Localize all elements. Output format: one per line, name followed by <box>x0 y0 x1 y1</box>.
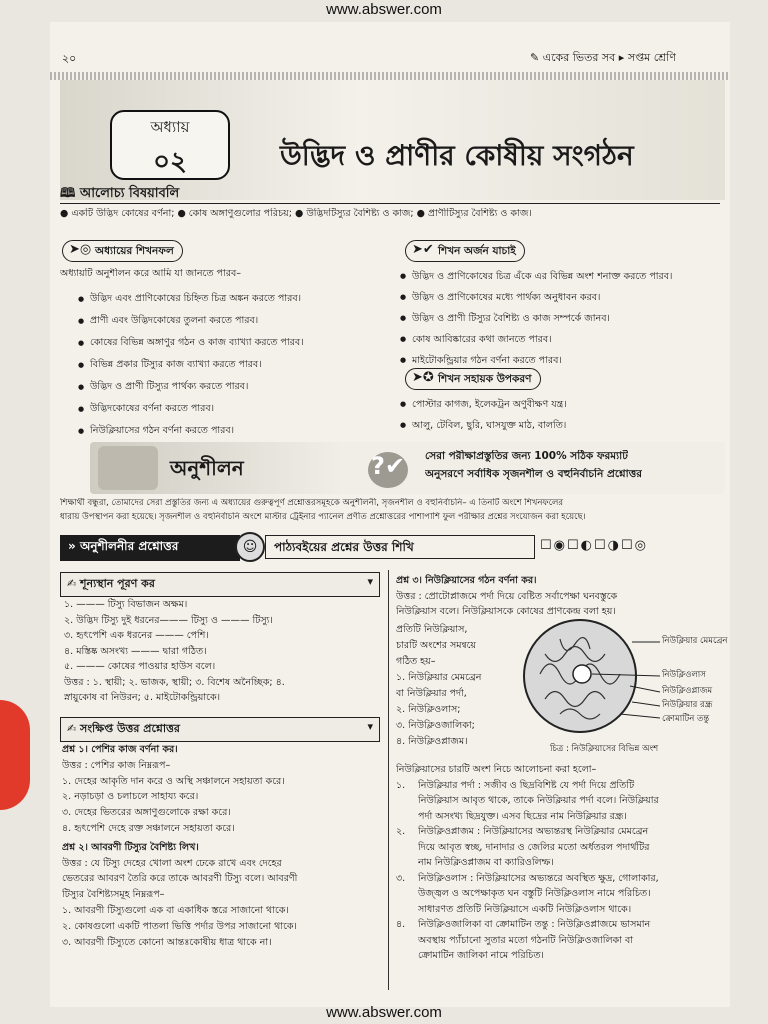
list-item: ৩. আবরণী টিস্যুতে কোনো আন্তঃকোষীয় ধাত্র থাকে না। <box>62 936 272 948</box>
list-item: ২. নিউক্লিওলাস; <box>396 704 461 715</box>
pen-icon: ✍ <box>67 722 81 735</box>
practice-title: অনুশীলন <box>170 456 244 480</box>
book-page <box>50 22 730 1007</box>
label-nuclear-membrane: নিউক্লিয়ার মেমব্রেন <box>662 636 728 646</box>
list-item: ৪. হৃৎপেশি দেহে রক্ত সঞ্চালনে সহায়তা করে। <box>62 822 235 834</box>
list-item: ২. নড়াচড়া ও চলাচলে সাহায্য করে। <box>62 791 199 803</box>
list-item: ৩. নিউক্লিওজালিকা; <box>396 720 475 731</box>
list-item: ● উদ্ভিদ ও প্রাণিকোষের চিত্র এঁকে এর বিভিন্ন অংশ শনাক্ত করতে পারব। <box>400 266 725 287</box>
practice-tagline-2: অনুসরণে সর্বাধিক সৃজনশীল ও বহুনির্বাচনি প্রশ্নোত্তর <box>425 468 642 480</box>
collapse-icon: ▾ <box>367 720 373 733</box>
qa-bar-left: » অনুশীলনীর প্রশ্নোত্তর <box>60 535 240 561</box>
list-item: বা নিউক্লিয়ার পর্দা, <box>396 688 467 699</box>
answer-1-intro: উত্তর : পেশির কাজ নিম্নরূপ– <box>62 759 171 771</box>
list-item: ৪. মস্তিষ্ক অসংখ্য ——— দ্বারা গঠিত। <box>64 645 207 657</box>
book-brand: ✎ একের ভিতর সব ▸ সপ্তম শ্রেণি <box>530 51 676 64</box>
list-item: ● প্রাণী এবং উদ্ভিদকোষের তুলনা করতে পারব। <box>78 310 408 332</box>
target-icon: ➤◎ <box>69 242 92 257</box>
question-1: প্রশ্ন ১। পেশির কাজ বর্ণনা কর। <box>62 744 178 755</box>
short-qa-heading: ✍ সংক্ষিপ্ত উত্তর প্রশ্নোত্তর ▾ <box>60 717 380 742</box>
list-item: ● উদ্ভিদ এবং প্রাণিকোষের চিহ্নিত চিত্র অঙ্কন করতে পারব। <box>78 288 408 310</box>
list-item: ● উদ্ভিদ ও প্রাণিকোষের মধ্যে পার্থক্য অনুধাবন করব। <box>400 287 725 308</box>
answer-3-line: উত্তর : প্রোটোপ্লাজমে পর্দা দিয়ে বেষ্টিত সর্বাপেক্ষা ঘনবস্তুকে <box>396 590 618 602</box>
list-item: ৩. দেহের ভিতরের অঙ্গাণুগুলোকে রক্ষা করে। <box>62 807 231 819</box>
answer-line-2: স্নায়ুকোষ বা নিউরন; ৫. মাইটোকন্ড্রিয়াকে। <box>64 692 221 703</box>
list-item: ● উদ্ভিদকোষের বর্ণনা করতে পারব। <box>78 398 408 420</box>
assessment-list <box>400 266 725 371</box>
fill-blanks-heading: ✍ শূন্যস্থান পূরণ কর ▾ <box>60 572 380 597</box>
list-item: ১. দেহের আকৃতি দান করে ও অস্থি সঞ্চালনে সহায়তা করে। <box>62 775 285 787</box>
collapse-icon: ▾ <box>367 575 373 588</box>
details-intro: নিউক্লিয়াসের চারটি অংশ নিচে আলোচনা করা হলো– <box>396 764 597 775</box>
q3-details <box>396 762 726 964</box>
list-item: ২. কোষগুলো একটি পাতলা ভিত্তি পর্দার উপর সাজানো থাকে। <box>62 920 297 932</box>
list-item: ২. উদ্ভিদ টিস্যু দুই ধরনের——— টিস্যু ও ——— টিস্যু। <box>64 614 273 626</box>
page-number: ২০ <box>62 52 77 65</box>
list-item: ● পোস্টার কাগজ, ইলেকট্রন অণুবীক্ষণ যন্ত্র। <box>400 394 725 415</box>
list-item: ৫. ——— কোষের পাওয়ার হাউস বলে। <box>64 661 216 672</box>
label-chromatin: ক্রোমাটিন তন্তু <box>662 714 710 724</box>
chapter-title: উদ্ভিদ ও প্রাণীর কোষীয় সংগঠন <box>280 139 634 172</box>
question-2: প্রশ্ন ২। আবরণী টিস্যুর বৈশিষ্ট্য লিখ। <box>62 841 199 853</box>
practice-paragraph-2: ধারায় উপস্থাপন করা হয়েছে। সৃজনশীল ও বহুনির্বাচনি অংশে মাস্টার ট্রেইনার প্যানেল প্রণীত প্রশ্নোত্তরের পাশাপাশি ফুল পরীক্ষার প্রশ্নের সংযোজন করা হয়েছে। <box>60 512 586 522</box>
detail-item: ২. নিউক্লিওপ্লাজম : নিউক্লিয়াসের অভ্যন্তরস্থ নিউক্লিয়ার মেমব্রেন দিয়ে আবৃত স্বচ্ছ, দানাদার ও জেলির মতো অর্ধতরল পদার্থটির নাম নিউক্লিওপ্লাজম বা ক্যারিওলিম্ফ। <box>396 826 650 868</box>
pen-icon: ✍ <box>67 577 81 590</box>
list-item: ১. ——— টিস্যু বিভাজন অক্ষম। <box>64 599 188 610</box>
lightbulb-icon: ➤✪ <box>412 370 434 385</box>
text-line: প্রতিটি নিউক্লিয়াস, <box>396 624 468 635</box>
top-url[interactable]: www.abswer.com <box>326 1 442 18</box>
list-item: ● কোষ আবিষ্কারের কথা জানতে পারব। <box>400 329 725 350</box>
q3-parts <box>396 622 536 750</box>
thinking-icon: ☺ <box>235 532 265 562</box>
answer-2-line: ভেতরের আবরণ তৈরি করে তাকে আবরণী টিস্যু বলে। আবরণী <box>62 873 298 885</box>
detail-item: ১. নিউক্লিয়ার পর্দা : সজীব ও ছিদ্রবিশিষ্ট যে পর্দা দিয়ে প্রতিটি নিউক্লিয়াস আবৃত থাকে, তাকে নিউক্লিয়ার পর্দা বলে। নিউক্লিয়ার পর্দা অসংখ্য ছিদ্রযুক্ত। এসব ছিদ্রের নাম নিউক্লিয়ার রন্ধ্র। <box>396 779 659 822</box>
bottom-url[interactable]: www.abswer.com <box>326 1004 442 1021</box>
label-nuclear-pore: নিউক্লিয়ার রন্ধ্র <box>662 700 713 710</box>
learning-list <box>78 288 408 442</box>
question-mark-icon: ?✔ <box>368 452 408 488</box>
q3-intro <box>396 573 726 620</box>
list-item: ৪. নিউক্লিওপ্লাজম। <box>396 736 468 747</box>
assessment-heading: ➤✔ শিখন অর্জন যাচাই <box>405 240 525 262</box>
double-arrow-icon: » <box>68 539 80 553</box>
answer-3-line: নিউক্লিয়াস বলে। নিউক্লিয়াসকে কোষের প্রাণকেন্দ্র বলা হয়। <box>396 606 616 617</box>
answer-2-line: উত্তর : যে টিস্যু দেহের খোলা অংশ ঢেকে রাখে এবং দেহের <box>62 857 282 869</box>
list-item: ১. নিউক্লিয়ার মেমব্রেন <box>396 672 482 683</box>
list-item: ● কোষের বিভিন্ন অঙ্গাণুর গঠন ও কাজ ব্যাখ্যা করতে পারব। <box>78 332 408 354</box>
list-item: ● উদ্ভিদ ও প্রাণী টিস্যুর বৈশিষ্ট্য ও কাজ সম্পর্কে জানব। <box>400 308 725 329</box>
practice-paragraph-1: শিক্ষার্থী বন্ধুরা, তোমাদের সেরা প্রস্তুতির জন্য এ অধ্যায়ের গুরুত্বপূর্ণ প্রশ্নোত্তরসমূহকে অনুশীলনী, সৃজনশীল ও বহুনির্বাচনি– এ তিনটি অংশে শিখনফলের <box>60 498 564 508</box>
finger-overlay <box>0 700 30 810</box>
fill-blanks-list <box>64 597 384 706</box>
short-qa-body <box>62 742 387 950</box>
chapter-number-box <box>110 110 230 180</box>
list-item: ● নিউক্লিয়াসের গঠন বর্ণনা করতে পারব। <box>78 420 408 442</box>
checkmark-target-icon: ➤✔ <box>412 242 434 257</box>
text-line: গঠিত হয়– <box>396 656 436 667</box>
text-line: চারটি অংশের সমন্বয়ে <box>396 640 477 651</box>
pencil-paper-icon <box>98 446 158 490</box>
open-book-icon: 🕮 <box>60 186 80 201</box>
learning-intro: অধ্যায়টি অনুশীলন করে আমি যা জানতে পারব– <box>60 268 241 279</box>
list-item: ● উদ্ভিদ ও প্রাণী টিস্যুর পার্থক্য করতে পারব। <box>78 376 408 398</box>
list-item: ● মাইটোকন্ড্রিয়ার গঠন বর্ণনা করতে পারব। <box>400 350 725 371</box>
nucleolus <box>573 665 591 683</box>
answer-2-line: টিস্যুর বৈশিষ্ট্যসমূহ নিম্নরূপ– <box>62 889 165 901</box>
diagram-caption: চিত্র : নিউক্লিয়াসের বিভিন্ন অংশ <box>550 744 659 754</box>
label-nucleolus: নিউক্লিওলাস <box>662 670 706 680</box>
question-3: প্রশ্ন ৩। নিউক্লিয়াসের গঠন বর্ণনা কর। <box>396 575 537 586</box>
topics-heading: 🕮 আলোচ্য বিষয়াবলি <box>60 186 180 201</box>
book-icon: ✎ <box>530 51 543 64</box>
detail-item: ৩. নিউক্লিওলাস : নিউক্লিয়াসের অভ্যন্তরে অবস্থিত ক্ষুদ্র, গোলাকার, উজ্জ্বল ও অপেক্ষাকৃত ঘন বস্তুটি নিউক্লিওলাস নামে পরিচিত। সাধারণত প্রতিটি নিউক্লিয়াসে একটি নিউক্লিওলাস থাকে। <box>396 872 659 915</box>
list-item: ১. আবরণী টিস্যুগুলো এক বা একাধিক স্তরে সাজানো থাকে। <box>62 904 289 916</box>
detail-item: ৪. নিউক্লিওজালিকা বা ক্রোমাটিন তন্তু : নিউক্লিওপ্লাজমে ভাসমান অবস্থায় প্যাঁচানো সুতার মতো গঠনটি নিউক্লিওজালিকা বা ক্রোমাটিন জালিকা নামে পরিচিত। <box>396 919 651 961</box>
list-item: ● বিভিন্ন প্রকার টিস্যুর কাজ ব্যাখ্যা করতে পারব। <box>78 354 408 376</box>
materials-heading: ➤✪ শিখন সহায়ক উপকরণ <box>405 368 541 390</box>
media-icons: ☐◉☐◐☐◑☐◎ <box>540 538 648 553</box>
qa-bar-right: পাঠ্যবইয়ের প্রশ্নের উত্তর শিখি <box>265 535 535 559</box>
header-ornament <box>50 72 730 80</box>
label-nucleoplasm: নিউক্লিওপ্লাজম <box>662 686 713 696</box>
chapter-label: অধ্যায় <box>150 118 190 136</box>
list-item: ৩. হৃৎপেশি এক ধরনের ——— পেশি। <box>64 630 209 641</box>
practice-tagline-1: সেরা পরীক্ষাপ্রস্তুতির জন্য 100% সঠিক ফরম্যাট <box>425 450 628 462</box>
materials-list <box>400 394 725 436</box>
list-item: ● আলু, টেবিল, ছুরি, ঘাসযুক্ত মাঠ, বালতি। <box>400 415 725 436</box>
topics-list: ● একটি উদ্ভিদ কোষের বর্ণনা; ● কোষ অঙ্গাণুগুলোর পরিচয়; ● উদ্ভিদটিস্যুর বৈশিষ্ট্য ও কাজ; ● প্রাণীটিস্যুর বৈশিষ্ট্য ও কাজ। <box>60 208 532 219</box>
answer-line-1: উত্তর : ১. স্থায়ী; ২. ভাজক, স্থায়ী; ৩. বিশেষ অনৈচ্ছিক; ৪. <box>64 676 285 688</box>
chapter-number: ০২ <box>153 147 187 177</box>
learning-outcomes-heading: ➤◎ অধ্যায়ের শিখনফল <box>62 240 183 262</box>
